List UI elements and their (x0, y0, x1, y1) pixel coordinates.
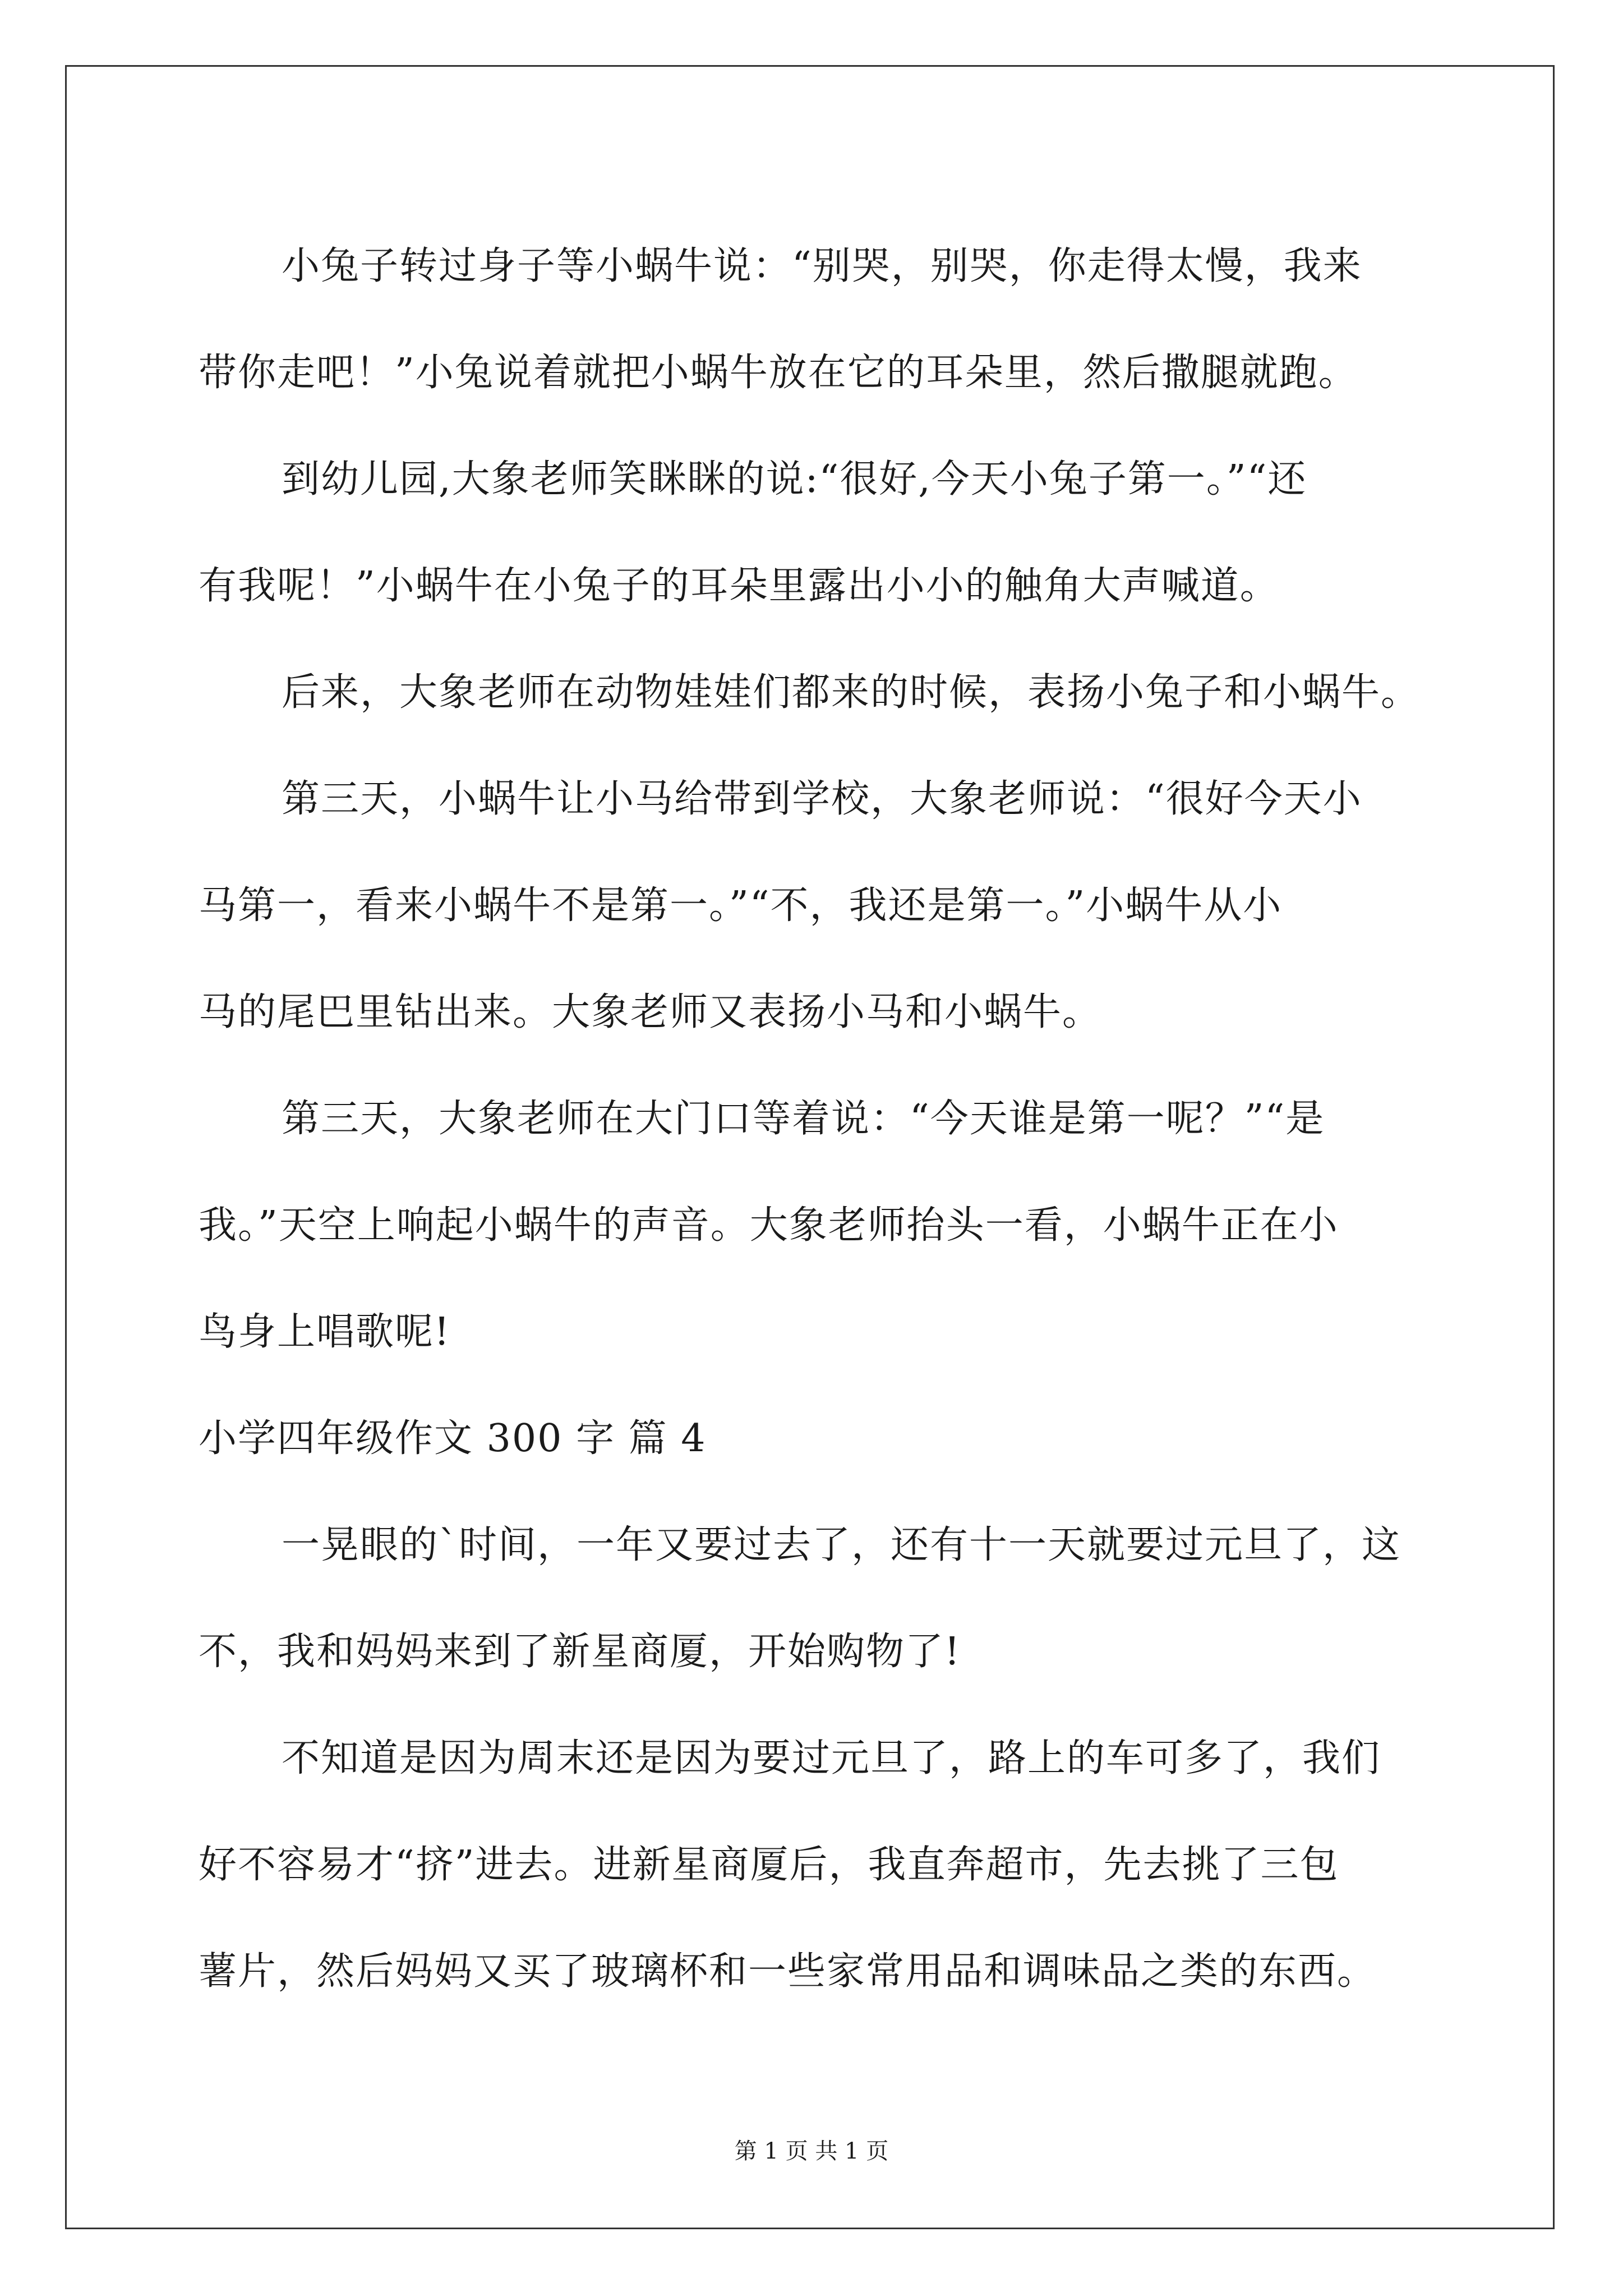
paragraph-line: 带你走吧！”小兔说着就把小蜗牛放在它的耳朵里，然后撒腿就跑。 (199, 351, 1358, 395)
paragraph-line: 不，我和妈妈来到了新星商厦，开始购物了! (199, 1630, 961, 1674)
paragraph-line: 第三天，大象老师在大门口等着说：“今天谁是第一呢？”“是 (282, 1097, 1325, 1141)
paragraph-line: 马第一，看来小蜗牛不是第一。”“不，我还是第一。”小蜗牛从小 (199, 884, 1283, 928)
paragraph-line: 我。”天空上响起小蜗牛的声音。大象老师抬头一看，小蜗牛正在小 (199, 1203, 1339, 1248)
paragraph-line: 好不容易才“挤”进去。进新星商厦后，我直奔超市，先去挑了三包 (199, 1843, 1339, 1887)
page-number-footer: 第 1 页 共 1 页 (734, 2138, 889, 2164)
paragraph-line: 不知道是因为周末还是因为要过元旦了，路上的车可多了，我们 (282, 1736, 1381, 1780)
paragraph-line: 一晃眼的`时间，一年又要过去了，还有十一天就要过元旦了，这 (282, 1523, 1401, 1567)
paragraph-line: 后来，大象老师在动物娃娃们都来的时候，表扬小兔子和小蜗牛。 (282, 670, 1421, 715)
section-heading: 小学四年级作文 300 字 篇 4 (199, 1416, 707, 1461)
paragraph-line: 马的尾巴里钻出来。大象老师又表扬小马和小蜗牛。 (199, 990, 1102, 1034)
paragraph-line: 第三天，小蜗牛让小马给带到学校，大象老师说：“很好今天小 (282, 777, 1362, 821)
paragraph-line: 有我呢！”小蜗牛在小兔子的耳朵里露出小小的触角大声喊道。 (199, 564, 1279, 608)
paragraph-line: 小兔子转过身子等小蜗牛说：“别哭，别哭，你走得太慢，我来 (282, 244, 1362, 288)
paragraph-line: 鸟身上唱歌呢! (199, 1310, 451, 1354)
document-body (199, 213, 1427, 2025)
paragraph-line: 薯片，然后妈妈又买了玻璃杯和一些家常用品和调味品之类的东西。 (199, 1949, 1377, 1994)
paragraph-line: 到幼儿园,大象老师笑眯眯的说:“很好,今天小兔子第一。”“还 (282, 457, 1307, 501)
